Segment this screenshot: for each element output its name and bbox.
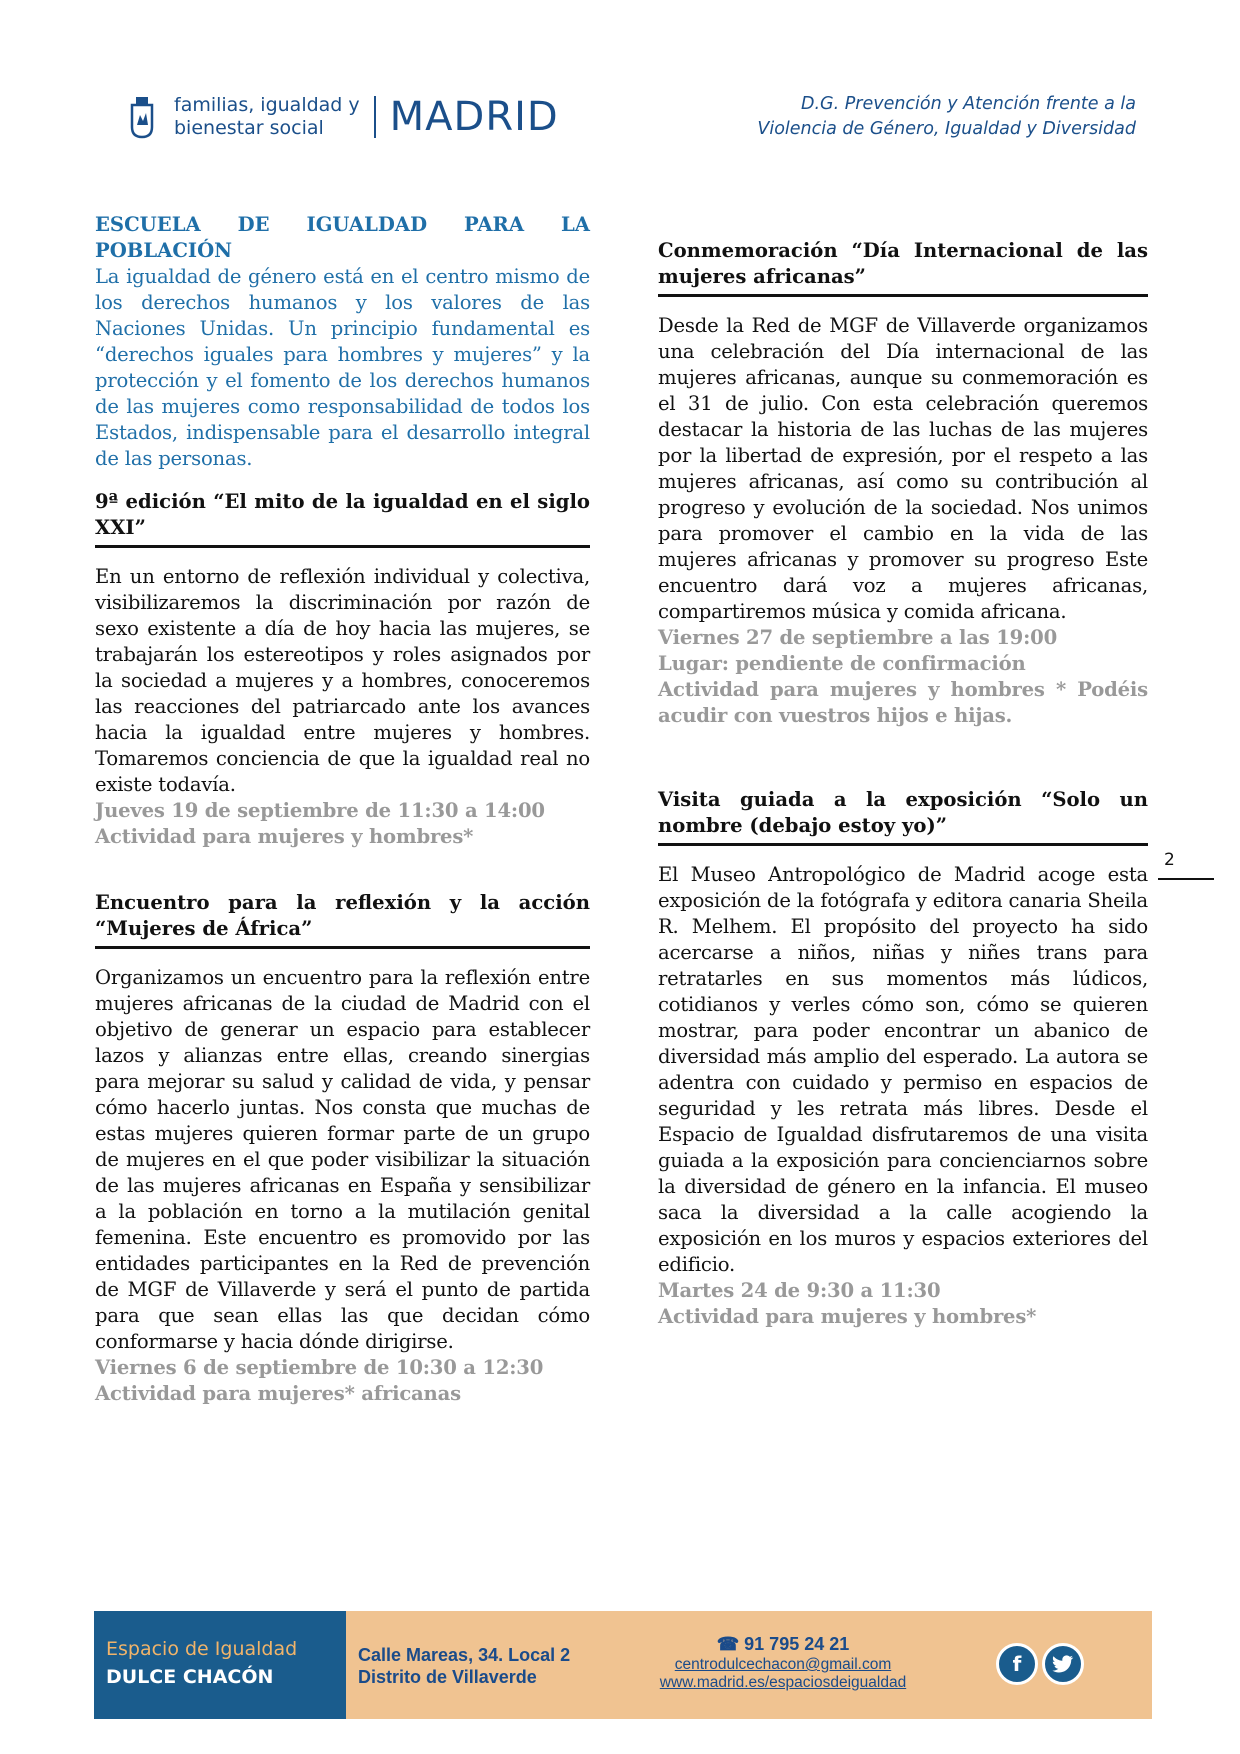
right-column [658, 238, 1148, 1330]
phone-number: 91 795 24 21 [744, 1634, 850, 1654]
section-title-dia-internacional: Conmemoración “Día Internacional de las mujeres africanas” [658, 239, 1148, 288]
directorate-line-1: D.G. Prevención y Atención frente a la [800, 94, 1136, 114]
intro-title [95, 212, 590, 264]
page-number-rule [1158, 878, 1214, 880]
intro-title-line-2: POBLACIÓN [95, 239, 233, 262]
city-name: MADRID [389, 94, 559, 140]
intro-title-line-1 [95, 212, 590, 238]
intro-title-word: PARA [464, 213, 525, 236]
footer-address [358, 1644, 570, 1688]
center-name-line-2: DULCE CHACÓN [106, 1666, 274, 1688]
department-name [174, 94, 360, 140]
intro-title-word: ESCUELA [95, 213, 201, 236]
address-line-2: Distrito de Villaverde [358, 1667, 537, 1687]
header-divider [374, 96, 376, 138]
section-date-dia-internacional: Viernes 27 de septiembre a las 19:00 [658, 626, 1058, 649]
intro-text: La igualdad de género está en el centro mismo de los derechos humanos y los valores de las Naciones Unidas. Un principio fundamental es “derechos iguales para hombres y mujeres” y la protección y el fomento de los derechos humanos de las mujeres como responsabilidad de todos los Estados, indispensable para el desarrollo integral de las personas. [95, 265, 590, 470]
madrid-crest-icon [128, 95, 156, 139]
twitter-bird-glyph [1052, 1655, 1074, 1673]
section-date-mujeres-africa: Viernes 6 de septiembre de 10:30 a 12:30 [95, 1356, 544, 1379]
email-link[interactable]: centrodulcechacon@gmail.com [674, 1656, 892, 1673]
section-note-mito: Actividad para mujeres y hombres* [95, 825, 474, 848]
footer-info [346, 1611, 1152, 1719]
website-link[interactable]: www.madrid.es/espaciosdeigualdad [659, 1674, 907, 1691]
address-line-1: Calle Mareas, 34. Local 2 [358, 1645, 571, 1665]
intro-title-word: DE [237, 213, 270, 236]
page-number-value: 2 [1164, 850, 1175, 870]
left-column [95, 212, 590, 1407]
intro-title-word: LA [561, 213, 590, 236]
center-name-line-1: Espacio de Igualdad [106, 1638, 298, 1660]
section-note-dia-internacional: Actividad para mujeres y hombres * Podéis acudir con vuestros hijos e hijas. [658, 678, 1148, 727]
section-text-mujeres-africa: Organizamos un encuentro para la reflexión entre mujeres africanas de la ciudad de Madrid con el objetivo de generar un espacio para establecer lazos y alianzas entre ellas, creando sinergias para mejorar su salud y calidad de vida, y pensar cómo hacerlo juntas. Nos consta que muchas de estas mujeres quieren formar parte de un grupo de mujeres en el que poder visibilizar la situación de las mujeres africanas en España y sensibilizar a la población en torno a la mutilación genital femenina. Este encuentro es promovido por las entidades participantes en la Red de prevención de MGF de Villaverde y será el punto de partida para que sean ellas las que decidan cómo conformarse y hacia dónde dirigirse. [95, 966, 590, 1353]
footer-contact [654, 1635, 912, 1692]
footer [94, 1611, 1152, 1719]
section-title-mujeres-africa: Encuentro para la reflexión y la acción “Mujeres de África” [95, 891, 590, 940]
intro-title-word: IGUALDAD [306, 213, 428, 236]
social-links [996, 1643, 1084, 1685]
section-title-visita-guiada: Visita guiada a la exposición “Solo un nombre (debajo estoy yo)” [658, 788, 1148, 837]
section-title-mito: 9ª edición “El mito de la igualdad en el siglo XXI” [95, 490, 590, 539]
twitter-icon[interactable] [1042, 1643, 1084, 1685]
footer-center-name [94, 1611, 346, 1719]
section-date-mito: Jueves 19 de septiembre de 11:30 a 14:00 [95, 799, 545, 822]
directorate-name [757, 92, 1136, 142]
directorate-line-2: Violencia de Género, Igualdad y Diversidad [757, 119, 1136, 139]
header-logo [128, 92, 559, 142]
facebook-icon[interactable]: f [996, 1643, 1038, 1685]
department-line-2: bienestar social [174, 117, 324, 139]
section-text-mito: En un entorno de reflexión individual y colectiva, visibilizaremos la discriminación por razón de sexo existente a día de hoy hacia las mujeres, se trabajarán los estereotipos y roles asignados por la sociedad a mujeres y a hombres, conoceremos las reacciones del patriarcado ante los avances hacia la igualdad entre mujeres y hombres. Tomaremos conciencia de que la igualdad real no existe todavía. [95, 565, 590, 796]
department-line-1: familias, igualdad y [174, 94, 360, 116]
section-place-dia-internacional: Lugar: pendiente de confirmación [658, 652, 1026, 675]
section-note-mujeres-africa: Actividad para mujeres* africanas [95, 1382, 461, 1405]
section-text-visita-guiada: El Museo Antropológico de Madrid acoge esta exposición de la fotógrafa y editora canaria Sheila R. Melhem. El propósito del proyecto ha sido acercarse a niños, niñas y niñes trans para retratarles en sus momentos más lúdicos, cotidianos y verles cómo son, cómo se quieren mostrar, para poder encontrar un abanico de diversidad más amplio del esperado. La autora se adentra con cuidado y permiso en espacios de seguridad y les retrata más libres. Desde el Espacio de Igualdad disfrutaremos de una visita guiada a la exposición para concienciarnos sobre la diversidad de género en la infancia. El museo saca la diversidad a la calle acogiendo la exposición en los muros y espacios exteriores del edificio. [658, 863, 1149, 1276]
footer-phone[interactable] [654, 1635, 912, 1653]
phone-icon: ☎ [716, 1634, 740, 1654]
section-date-visita-guiada: Martes 24 de 9:30 a 11:30 [658, 1279, 941, 1302]
section-note-visita-guiada: Actividad para mujeres y hombres* [658, 1305, 1037, 1328]
section-text-dia-internacional: Desde la Red de MGF de Villaverde organizamos una celebración del Día internacional de las mujeres africanas, aunque su conmemoración es el 31 de julio. Con esta celebración queremos destacar la historia de las luchas de las mujeres por la libertad de expresión, por el respeto a las mujeres africanas, así como su contribución al progreso y evolución de la sociedad. Nos unimos para promover el cambio en la vida de las mujeres africanas y promover su progreso Este encuentro dará voz a mujeres africanas, compartiremos música y comida africana. [658, 314, 1148, 623]
